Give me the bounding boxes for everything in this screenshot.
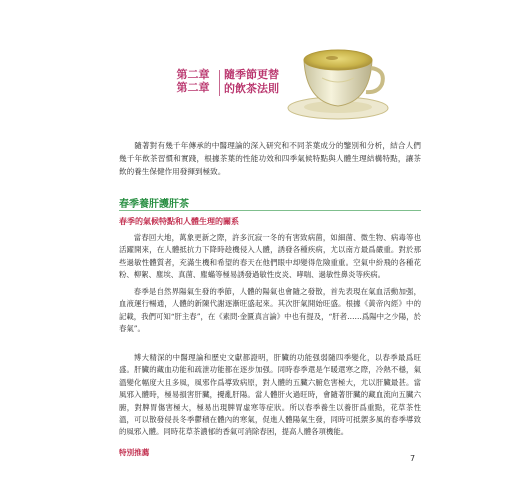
body-paragraph: 博大精深的中醫理論和歷史文獻都證明，肝臟的功能强弱隨四季變化，以春季最爲旺盛。肝臟的藏血功能和疏泄功能都在逐步加强。同時春季還是乍暖還寒之際，冷熱不穩，氣溫變化幅度大且多風，風邪作爲導致病原，對人體的五臟六腑危害極大，尤以肝臟最甚。當風邪入體時，極易損害肝臟，擾亂肝陽。當人體肝火過旺時，會隨著肝臟的藏血流向五臟六腑，對脾胃傷害極大，極易出現脾胃虛寒等症狀。所以春季養生以養肝爲重點，花草茶性溫，可以散發侵長冬季鬱積在體內的寒氣，促進人體陽氣生發，同時可抵禦多風的春季導致的風邪入體。同時花草茶濃郁的香氣可消除春困，提高人體各項機能。: [119, 353, 421, 437]
page-number: 7: [410, 454, 416, 463]
chapter-number-line: 第二章: [176, 81, 210, 94]
body-paragraph: 春季是自然界陽氣生發的季節，人體的陽氣也會隨之發散，首先表現在氣血活動加强，血液運行暢通，人體的新陳代謝逐漸旺盛起來。其次肝氣開始旺盛。根據《黃帝內經》中的記載，我們可知“肝主春”，在《素問·金匱真言論》中也有提及，“肝者……爲陽中之少陽，於春氣”。: [119, 287, 421, 334]
chapter-number: [170, 68, 216, 94]
section-title: 春季養肝護肝茶: [119, 199, 189, 210]
teacup-illustration: [282, 30, 392, 122]
subsection-title: 春季的氣候特點和人體生理的關系: [119, 216, 239, 226]
chapter-divider: [219, 70, 220, 96]
body-paragraph: 當春回大地，萬象更新之際，許多沉寂一冬的有害致病菌，如細菌、微生物、病毒等也活躍開來，在人體抵抗力下降時趁機侵入人體，誘發各種疾病，尤以南方最爲嚴重。對於那些過敏性體質者，充滿生機和希望的春天在他們眼中却變得危險重重。空氣中紛飛的各種花粉、柳絮、塵埃、真菌、塵蟎等極易誘發過敏性皮炎、哮喘、過敏性鼻炎等疾病。: [119, 233, 421, 280]
tea-surface: [304, 50, 372, 70]
intro-paragraph: 隨著對有幾千年傳承的中醫理論的深入研究和不同茶葉成分的鑒別和分析，結合人們幾千年飲茶習慣和實踐，根據茶葉的性能功效和四季氣候特點與人體生理結構特點，讓茶飲的養生保健作用發揮到極致。: [119, 141, 421, 176]
special-recommendation-label: 特別推薦: [119, 448, 150, 457]
section-rule: [119, 210, 421, 211]
chapter-title-line: 的飲茶法則: [224, 82, 279, 95]
chapter-number-line: 第二章: [176, 68, 210, 81]
chapter-title-line: 隨季節更替: [224, 68, 279, 81]
